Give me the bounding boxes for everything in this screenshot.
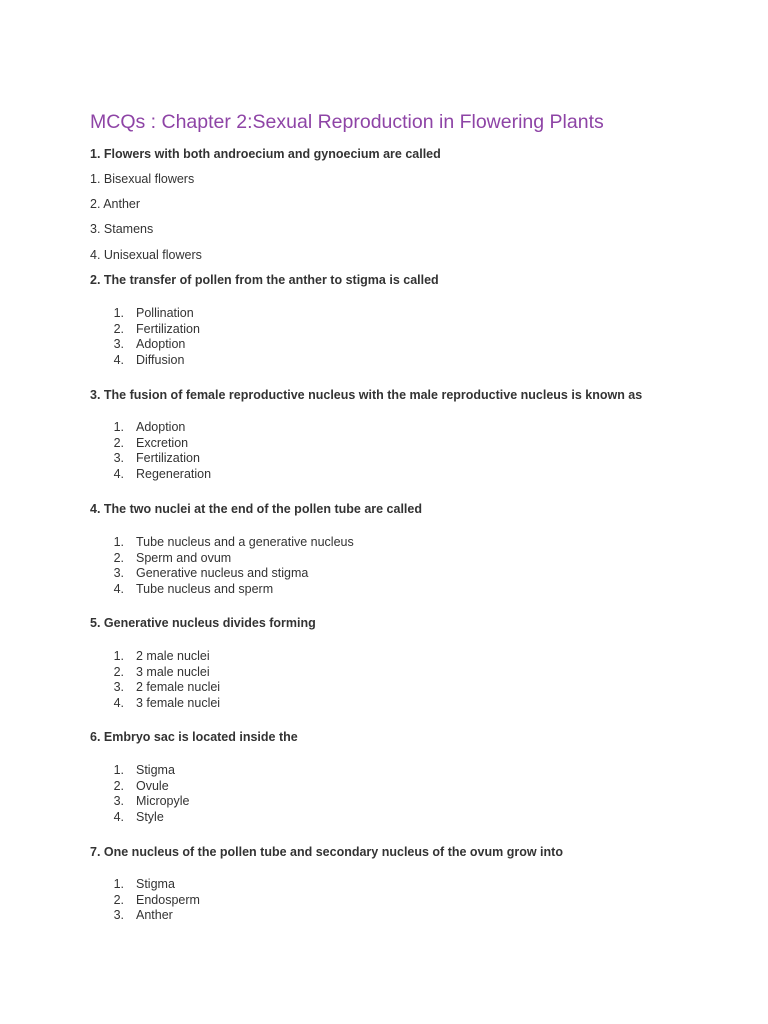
list-marker: 4. <box>113 582 124 597</box>
option-text: Ovule <box>136 778 169 793</box>
list-marker: 1. <box>113 877 124 891</box>
list-marker: 3. <box>113 337 124 352</box>
list-marker: 4. <box>113 810 124 825</box>
question-5: 5. Generative nucleus divides forming <box>90 616 316 630</box>
page-title: MCQs : Chapter 2:Sexual Reproduction in Flowering Plants <box>90 111 604 133</box>
question-7: 7. One nucleus of the pollen tube and secondary nucleus of the ovum grow into <box>90 845 563 859</box>
list-marker: 4. <box>113 467 124 482</box>
option-text: Adoption <box>136 420 186 434</box>
list-marker: 4. <box>113 353 124 368</box>
option-text: Regeneration <box>136 467 212 482</box>
option-text: Tube nucleus and a generative nucleus <box>136 535 354 549</box>
list-marker: 1. <box>113 535 124 549</box>
option-text: Excretion <box>136 435 189 450</box>
option-text: 3 male nuclei <box>136 664 210 679</box>
list-marker: 1. <box>113 420 124 434</box>
list-marker: 1. <box>113 763 124 777</box>
question-1: 1. Flowers with both androecium and gynoecium are called <box>90 147 441 161</box>
list-marker: 2. <box>113 778 124 793</box>
option-text: Diffusion <box>136 353 185 368</box>
option-text: 2 female nuclei <box>136 680 221 695</box>
option-text: Generative nucleus and stigma <box>136 566 309 581</box>
option-text: Stigma <box>136 763 175 777</box>
list-marker: 3. <box>113 908 124 923</box>
list-marker: 2. <box>113 321 124 336</box>
list-marker: 1. <box>113 649 124 663</box>
question-1-option-2: 2. Anther <box>90 197 141 211</box>
list-marker: 2. <box>113 435 124 450</box>
option-text: 3 female nuclei <box>136 696 221 711</box>
list-marker: 3. <box>113 680 124 695</box>
question-1-option-1: 1. Bisexual flowers <box>90 172 195 186</box>
option-text: Fertilization <box>136 451 200 466</box>
option-text: Style <box>136 810 164 825</box>
list-marker: 4. <box>113 696 124 711</box>
list-marker: 2. <box>113 550 124 565</box>
question-3: 3. The fusion of female reproductive nucleus with the male reproductive nucleus is known as <box>90 388 643 402</box>
option-text: Micropyle <box>136 794 190 809</box>
option-text: Adoption <box>136 337 186 352</box>
question-1-option-3: 3. Stamens <box>90 222 154 236</box>
question-1-option-4: 4. Unisexual flowers <box>90 248 202 262</box>
option-text: Tube nucleus and sperm <box>136 582 274 597</box>
list-marker: 3. <box>113 794 124 809</box>
question-2: 2. The transfer of pollen from the anther to stigma is called <box>90 273 439 287</box>
option-text: Sperm and ovum <box>136 550 232 565</box>
option-text: Stigma <box>136 877 175 891</box>
list-marker: 2. <box>113 664 124 679</box>
list-marker: 3. <box>113 451 124 466</box>
option-text: 2 male nuclei <box>136 649 210 663</box>
question-6: 6. Embryo sac is located inside the <box>90 730 298 744</box>
question-4: 4. The two nuclei at the end of the pollen tube are called <box>90 502 422 516</box>
option-text: Pollination <box>136 306 194 320</box>
option-text: Anther <box>136 908 173 923</box>
list-marker: 2. <box>113 892 124 907</box>
list-marker: 1. <box>113 306 124 320</box>
option-text: Fertilization <box>136 321 200 336</box>
option-text: Endosperm <box>136 892 200 907</box>
list-marker: 3. <box>113 566 124 581</box>
